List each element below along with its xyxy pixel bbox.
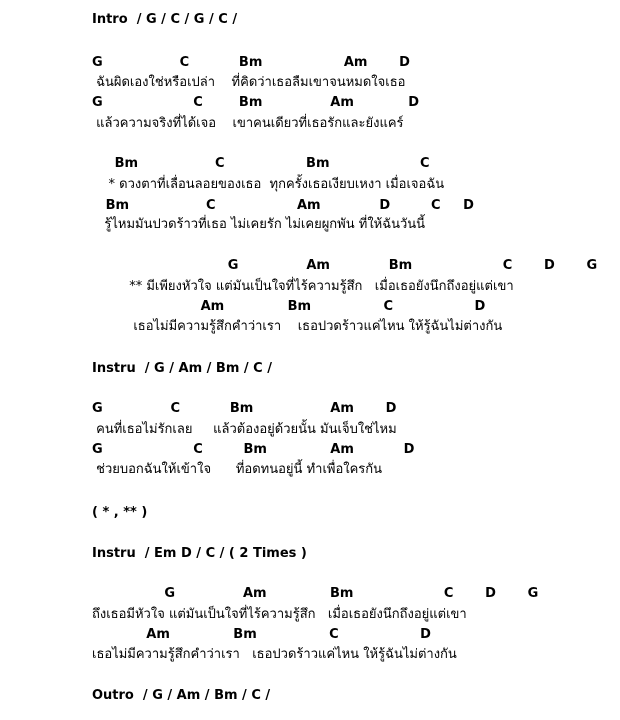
- verse1-lyric-2: แล้วความจริงที่ได้เจอ เขาคนเดียวที่เธอรักและยังแคร์: [92, 116, 404, 131]
- chorus2-lyric-2: เธอไม่มีความรู้สึกคำว่าเรา เธอปวดร้าวแค่ไหน ให้รู้ฉันไม่ต่างกัน: [92, 319, 503, 334]
- chorus2-chords-1: G Am Bm C D G: [92, 258, 598, 273]
- chorus3-lyric-2: เธอไม่มีความรู้สึกคำว่าเรา เธอปวดร้าวแค่ไหน ให้รู้ฉันไม่ต่างกัน: [92, 647, 457, 662]
- instru-line-2: Instru / Em D / C / ( 2 Times ): [92, 546, 307, 561]
- intro-line: Intro / G / C / G / C /: [92, 12, 238, 27]
- chorus3-lyric-1: ถึงเธอมีหัวใจ แต่มันเป็นใจที่ไร้ความรู้สึก เมื่อเธอยังนึกถึงอยู่แต่เขา: [92, 607, 467, 622]
- chorus3-chords-1: G Am Bm C D G: [92, 586, 539, 601]
- verse1-chords-2: G C Bm Am D: [92, 95, 419, 110]
- verse2-chords-1: G C Bm Am D: [92, 401, 397, 416]
- verse1-lyric-1: ฉันผิดเองใช่หรือเปล่า ที่คิดว่าเธอลืมเขาจนหมดใจเธอ: [92, 75, 406, 90]
- verse2-lyric-1: คนที่เธอไม่รักเลย แล้วต้องอยู่ด้วยนั้น มันเจ็บใช่ไหม: [92, 422, 397, 437]
- verse2-lyric-2: ช่วยบอกฉันให้เข้าใจ ที่อดทนอยู่นี้ ทำเพื่อใครกัน: [92, 462, 383, 477]
- chorus1-lyric-1: * ดวงตาที่เลื่อนลอยของเธอ ทุกครั้งเธอเงียบเหงา เมื่อเจอฉัน: [92, 177, 445, 192]
- repeat-marker: ( * , ** ): [92, 505, 148, 520]
- chorus2-lyric-1: ** มีเพียงหัวใจ แต่มันเป็นใจที่ไร้ความรู้สึก เมื่อเธอยังนึกถึงอยู่แต่เขา: [92, 279, 514, 294]
- outro-line: Outro / G / Am / Bm / C /: [92, 688, 271, 703]
- chorus1-chords-2: Bm C Am D C D: [92, 198, 474, 213]
- verse2-chords-2: G C Bm Am D: [92, 442, 415, 457]
- chorus1-lyric-2: รู้ไหมมันปวดร้าวที่เธอ ไม่เคยรัก ไม่เคยผูกพัน ที่ให้ฉันวันนี้: [92, 217, 426, 232]
- verse1-chords-1: G C Bm Am D: [92, 55, 410, 70]
- instru-line-1: Instru / G / Am / Bm / C /: [92, 361, 272, 376]
- chorus3-chords-2: Am Bm C D: [92, 627, 431, 642]
- chorus1-chords-1: Bm C Bm C: [92, 156, 430, 171]
- chorus2-chords-2: Am Bm C D: [92, 299, 486, 314]
